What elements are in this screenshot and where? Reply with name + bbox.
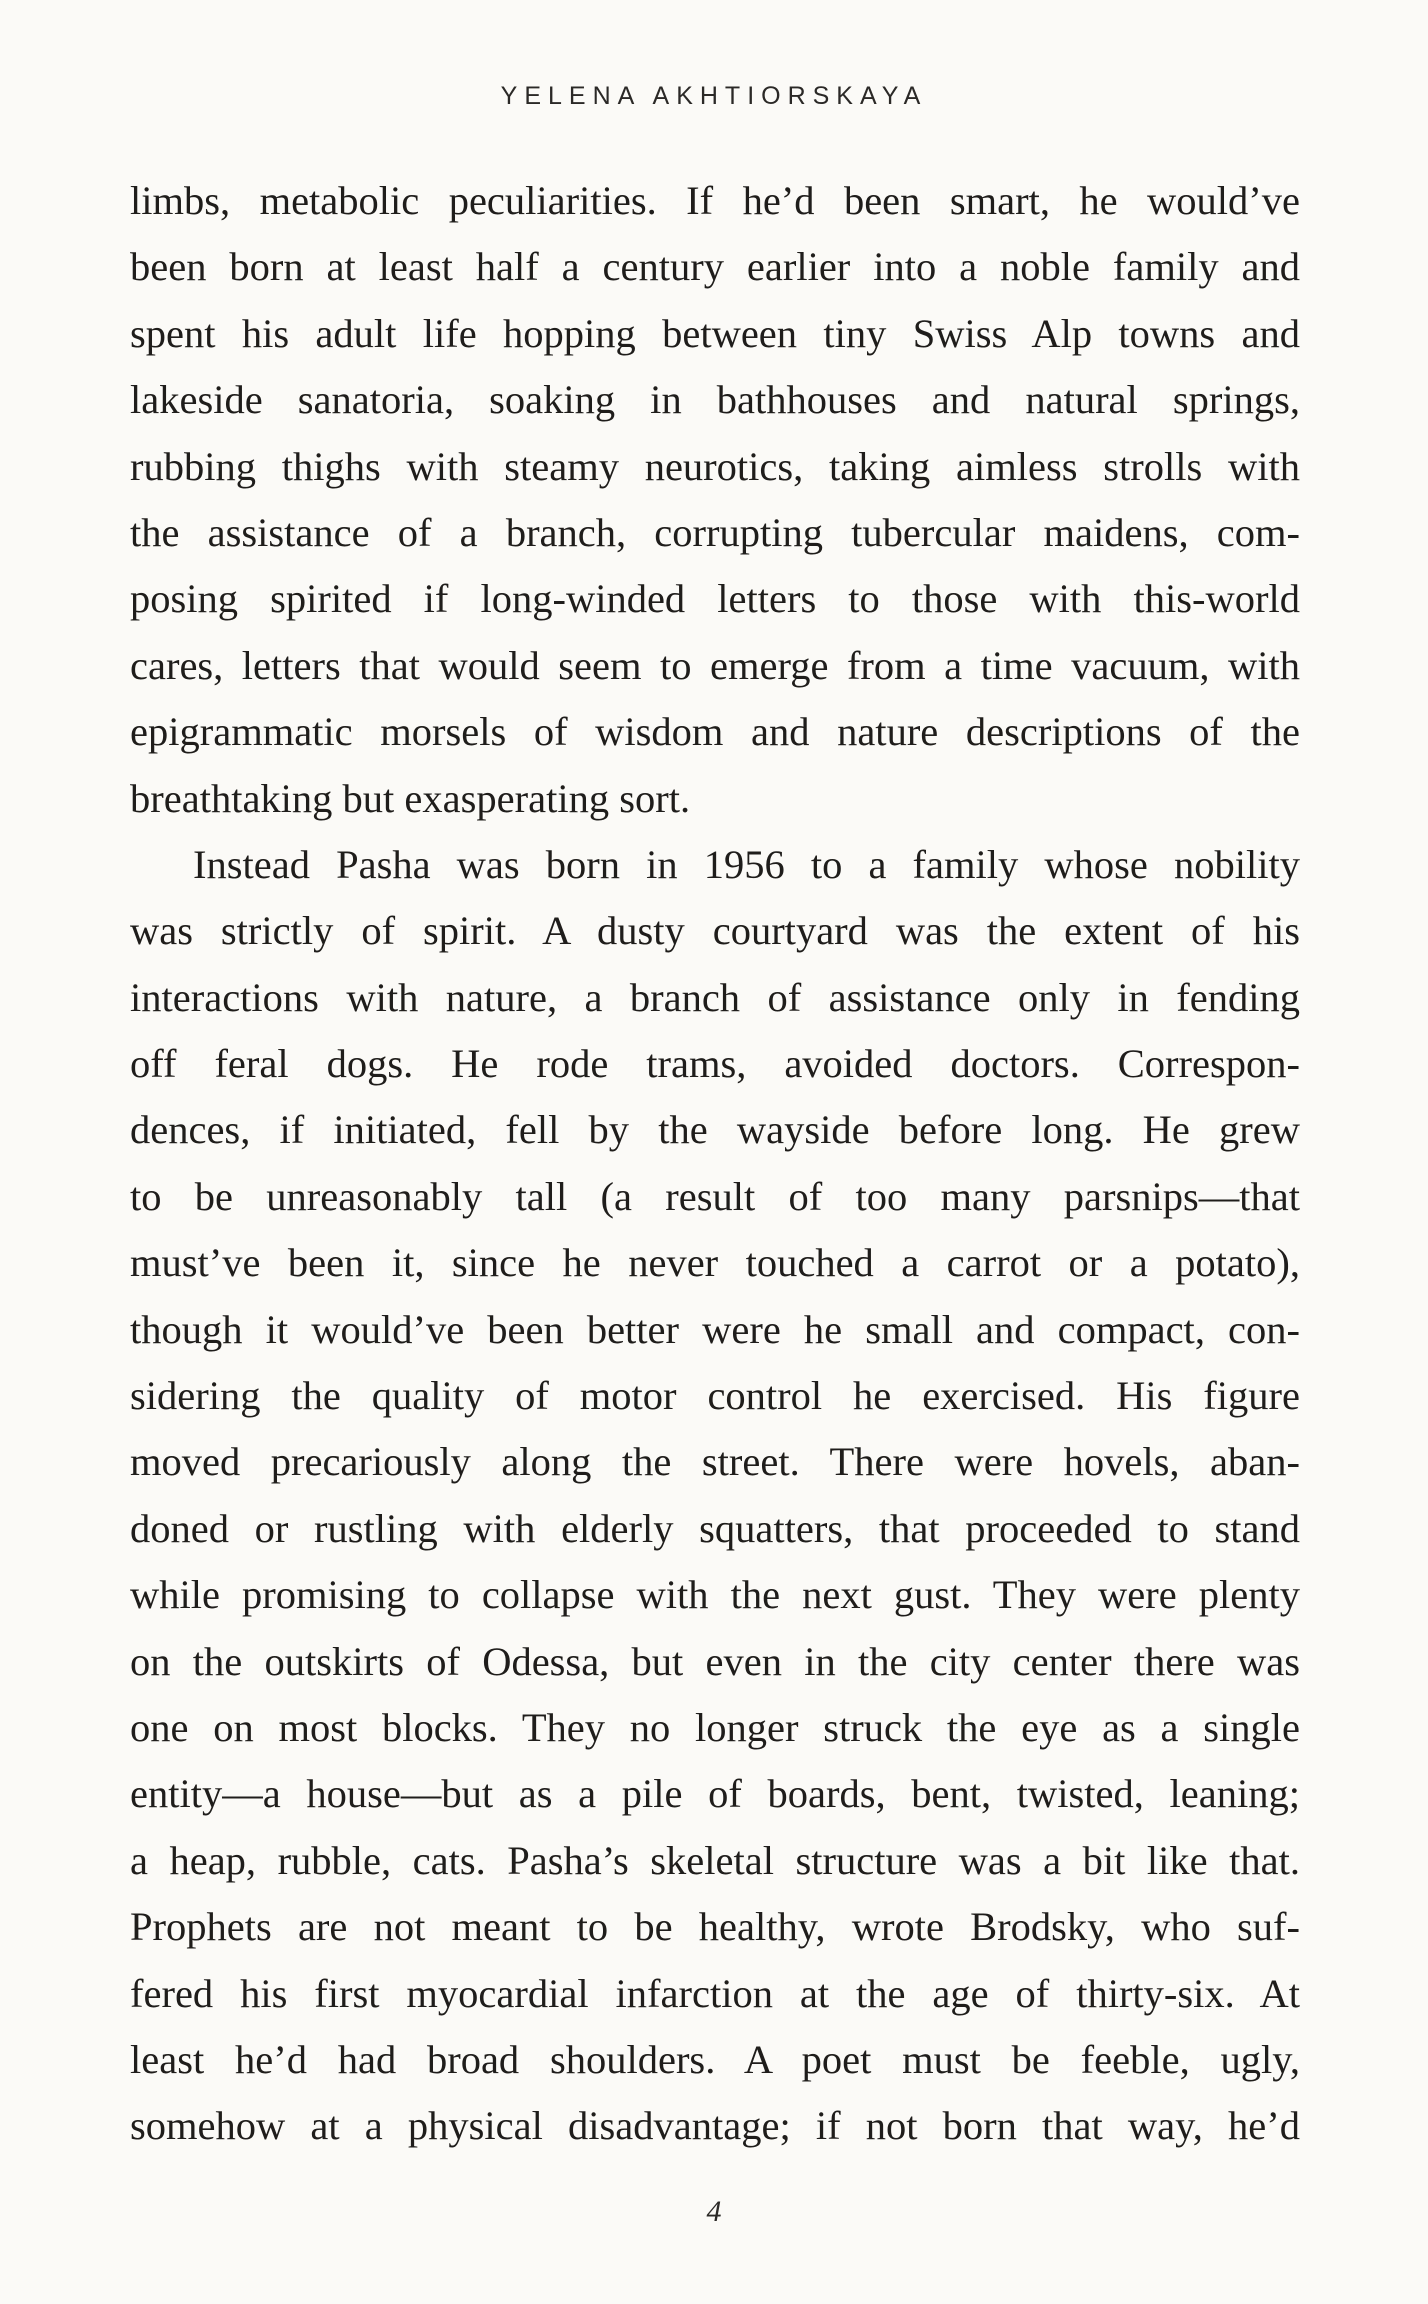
text-line: one on most blocks. They no longer struck the eye as a single [130,1704,1300,1750]
text-line: a heap, rubble, cats. Pasha’s skeletal structure was a bit like that. [130,1837,1300,1883]
paragraph-1 [130,168,1300,832]
text-line: somehow at a physical disadvantage; if not born that way, he’d [130,2103,1300,2149]
page-number: 4 [706,2195,722,2228]
text-line: sidering the quality of motor control he exercised. His figure [130,1373,1300,1419]
text-line: though it would’ve been better were he small and compact, con- [130,1306,1300,1352]
text-line: on the outskirts of Odessa, but even in the city center there was [130,1638,1300,1684]
text-line: posing spirited if long-winded letters to those with this-world [130,576,1300,622]
text-line: while promising to collapse with the next gust. They were plenty [130,1572,1300,1618]
text-line: doned or rustling with elderly squatters, that proceeded to stand [130,1505,1300,1551]
text-line: limbs, metabolic peculiarities. If he’d been smart, he would’ve [130,178,1300,223]
text-line: the assistance of a branch, corrupting tubercular maidens, com- [130,509,1300,555]
text-line: least he’d had broad shoulders. A poet must be feeble, ugly, [130,2036,1300,2082]
paragraph-2 [130,832,1300,2160]
text-line: breathtaking but exasperating sort. [130,775,691,821]
text-line: dences, if initiated, fell by the wayside before long. He grew [130,1107,1300,1153]
text-line: moved precariously along the street. There were hovels, aban- [130,1439,1300,1485]
text-line: been born at least half a century earlier into a noble family and [130,244,1300,290]
text-line: Prophets are not meant to be healthy, wrote Brodsky, who suf- [130,1904,1300,1950]
text-line: interactions with nature, a branch of assistance only in fending [130,974,1300,1020]
body-text [130,168,1300,2160]
text-line: off feral dogs. He rode trams, avoided doctors. Correspon- [130,1041,1300,1087]
text-line: must’ve been it, since he never touched a carrot or a potato), [130,1240,1300,1286]
text-line: Instead Pasha was born in 1956 to a family whose nobility [193,841,1300,887]
text-line: to be unreasonably tall (a result of too many parsnips—that [130,1173,1300,1219]
text-line: cares, letters that would seem to emerge from a time vacuum, with [130,642,1300,688]
text-line: epigrammatic morsels of wisdom and nature descriptions of the [130,709,1300,755]
text-line: lakeside sanatoria, soaking in bathhouses and natural springs, [130,377,1300,423]
running-head: YELENA AKHTIORSKAYA [500,82,928,110]
text-line: spent his adult life hopping between tiny Swiss Alp towns and [130,310,1300,356]
text-line: rubbing thighs with steamy neurotics, taking aimless strolls with [130,443,1300,489]
text-line: entity—a house—but as a pile of boards, bent, twisted, leaning; [130,1771,1300,1817]
text-line: was strictly of spirit. A dusty courtyard was the extent of his [130,908,1300,954]
text-line: fered his first myocardial infarction at the age of thirty-six. At [130,1970,1300,2016]
